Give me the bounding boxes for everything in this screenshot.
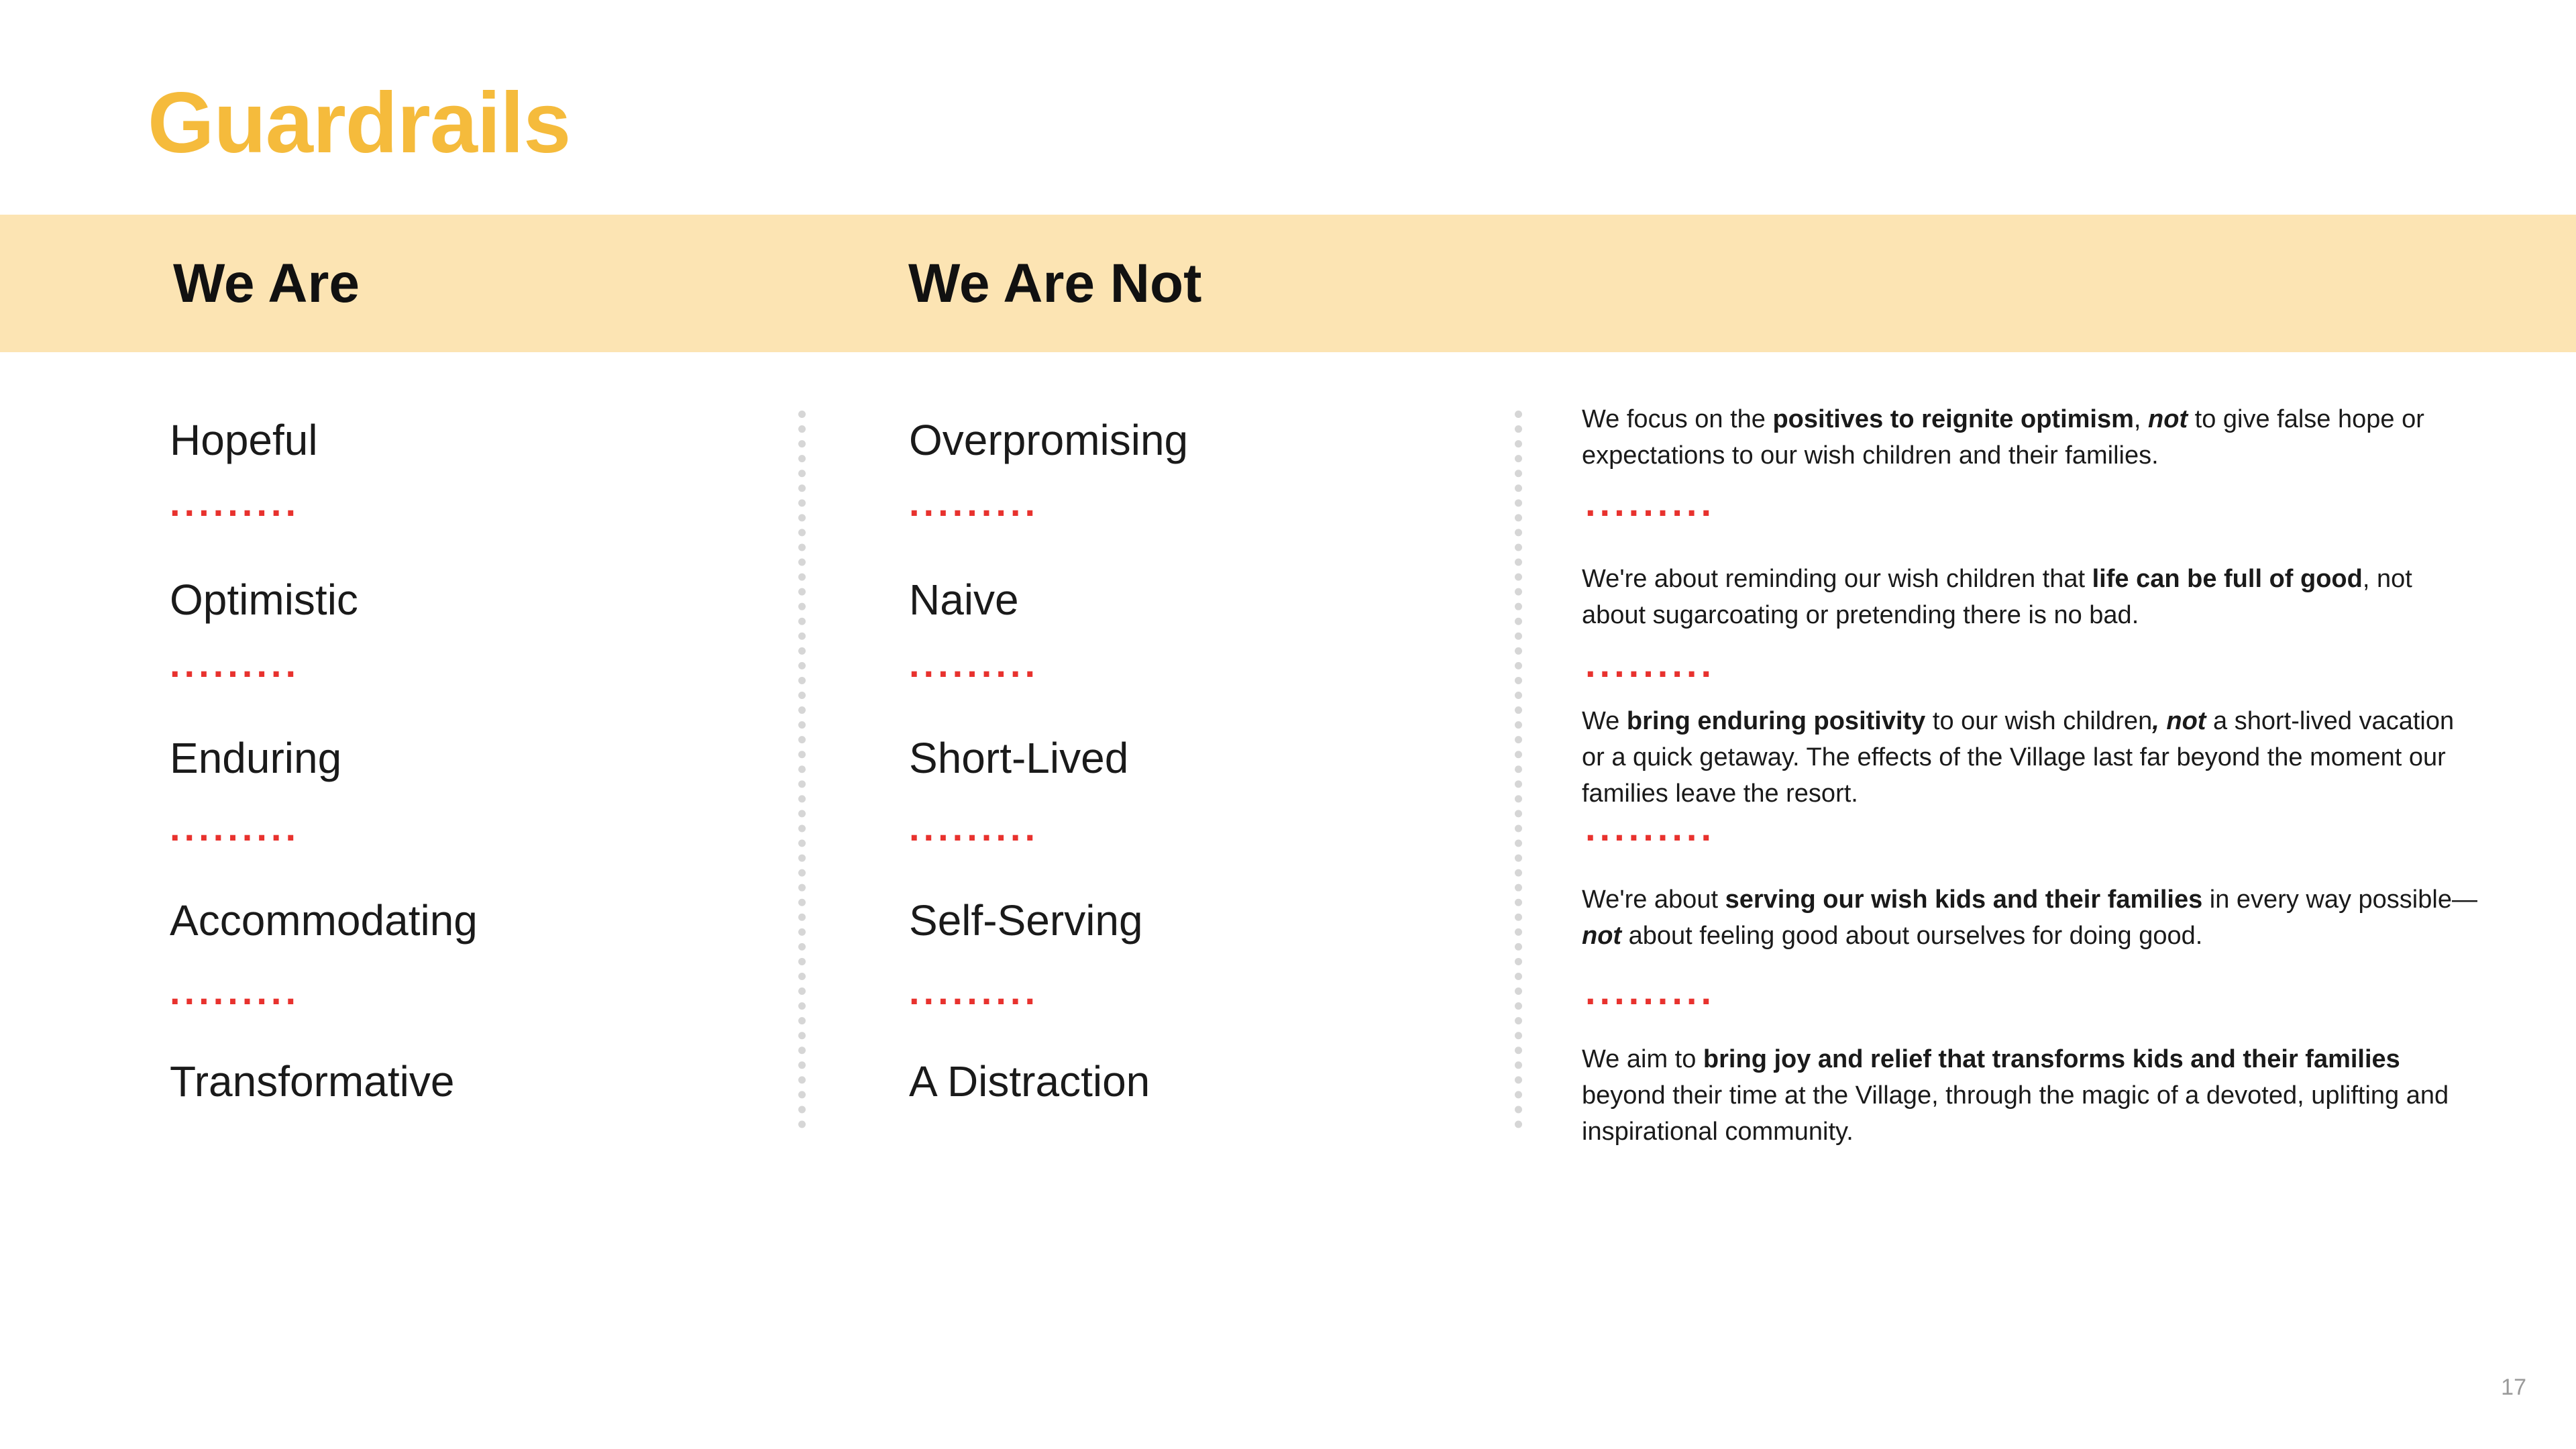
red-dot-separator: ......... — [909, 970, 1040, 1012]
we-are-not-item: Self-Serving — [909, 896, 1143, 945]
we-are-item: Optimistic — [170, 576, 358, 624]
red-dot-separator: ......... — [170, 482, 301, 524]
slide-title: Guardrails — [148, 75, 571, 171]
description-paragraph: We aim to bring joy and relief that transforms kids and their families beyond their time at the Village, through the magic of a devoted, uplifting and inspirational community. — [1582, 1045, 2449, 1146]
red-dot-separator: ......... — [909, 482, 1040, 524]
we-are-item: Transformative — [170, 1057, 455, 1106]
red-dot-separator: ......... — [1585, 643, 1716, 685]
description-paragraph: We bring enduring positivity to our wish children, not a short-lived vacation or a quick getaway. The effects of the Village last far beyond the moment our families leave the resort. — [1582, 707, 2455, 808]
we-are-item: Accommodating — [170, 896, 478, 945]
we-are-not-item: Overpromising — [909, 416, 1189, 464]
dotted-divider-1 — [798, 411, 806, 1128]
header-band — [0, 215, 2576, 352]
red-dot-separator: ......... — [170, 643, 301, 685]
red-dot-separator: ......... — [1585, 806, 1716, 849]
header-we-are: We Are — [173, 253, 360, 314]
page-number: 17 — [2501, 1375, 2526, 1400]
red-dot-separator: ......... — [170, 806, 301, 849]
red-dot-separator: ......... — [1585, 970, 1716, 1012]
dotted-divider-2 — [1515, 411, 1522, 1128]
red-dot-separator: ......... — [909, 643, 1040, 685]
we-are-not-item: Naive — [909, 576, 1019, 624]
red-dot-separator: ......... — [909, 806, 1040, 849]
description-paragraph: We're about reminding our wish children that life can be full of good, not about sugarcoating or pretending there is no bad. — [1582, 565, 2412, 629]
description-paragraph: We're about serving our wish kids and their families in every way possible—not about feeling good about ourselves for doing good. — [1582, 885, 2477, 950]
we-are-item: Hopeful — [170, 416, 318, 464]
we-are-not-item: A Distraction — [909, 1057, 1150, 1106]
we-are-item: Enduring — [170, 734, 342, 782]
we-are-not-item: Short-Lived — [909, 734, 1129, 782]
red-dot-separator: ......... — [170, 970, 301, 1012]
red-dot-separator: ......... — [1585, 482, 1716, 524]
description-paragraph: We focus on the positives to reignite optimism, not to give false hope or expectations to our wish children and their families. — [1582, 405, 2424, 470]
header-we-are-not: We Are Not — [908, 253, 1202, 314]
